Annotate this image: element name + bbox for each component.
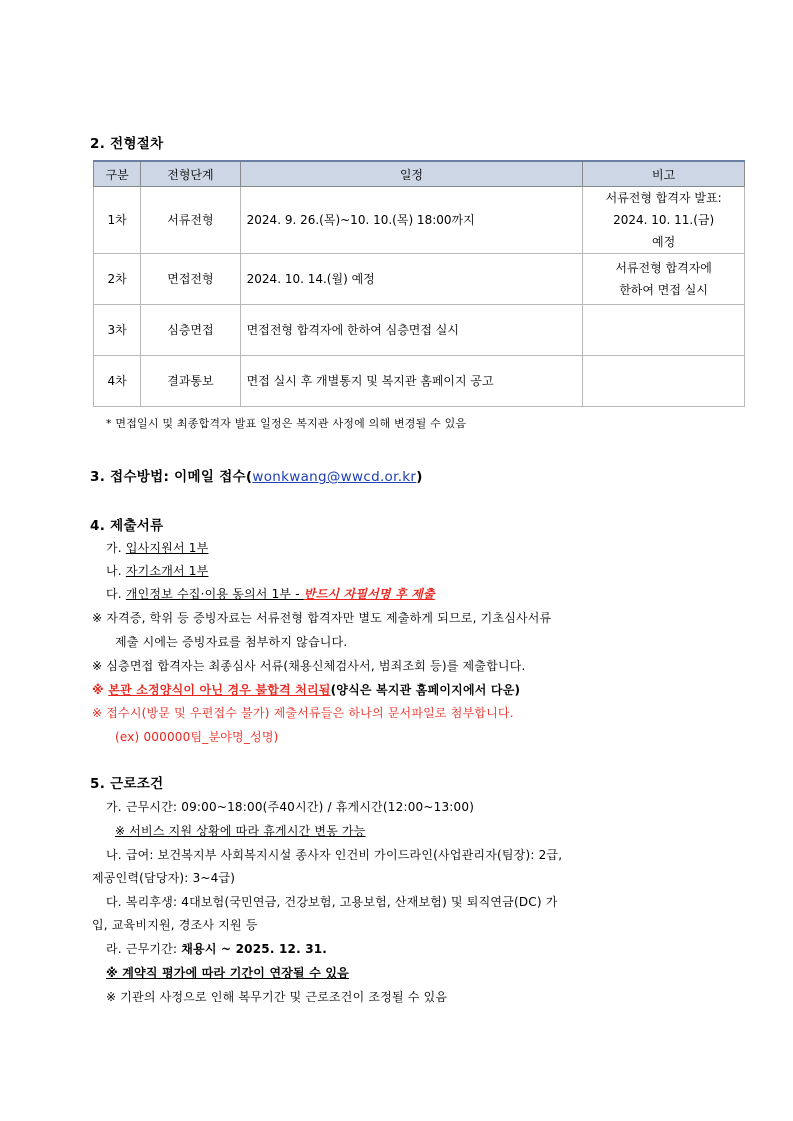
work-period-label: 라. 근무기간: (106, 942, 182, 956)
pay-line1: 나. 급여: 보건복지부 사회복지시설 종사자 인건비 가이드라인(사업관리자(팀장): 2급, (106, 848, 563, 862)
item-marker: 나. (106, 564, 126, 578)
doc-item-application (106, 539, 208, 556)
pay-line2: 제공인력(담당자): 3~4급) (92, 871, 236, 885)
row-no: 3차 (94, 305, 141, 356)
schedule-footnote: * 면접일시 및 최종합격자 발표 일정은 복지관 사정에 의해 변경될 수 있음 (106, 417, 467, 430)
signature-required-emphasis: 반드시 자필서명 후 제출 (303, 587, 435, 601)
note-single-file-line2: (ex) 000000팀_분야명_성명) (115, 730, 279, 744)
contract-extension-note: ※ 계약직 평가에 따라 기간이 연장될 수 있음 (106, 966, 349, 980)
item-marker: 다. (106, 587, 126, 601)
row-schedule: 면접 실시 후 개별통지 및 복지관 홈페이지 공고 (240, 356, 583, 407)
note-final-documents: ※ 심층면접 합격자는 최종심사 서류(채용신체검사서, 범죄조회 등)를 제출합니다. (92, 659, 526, 673)
schedule-table (93, 160, 745, 407)
row-note (583, 305, 745, 356)
section-3-heading (90, 465, 423, 485)
welfare-line2: 입, 교육비지원, 경조사 지원 등 (92, 918, 258, 932)
note-single-file-line1: ※ 접수시(방문 및 우편접수 불가) 제출서류들은 하나의 문서파일로 첨부합니다. (92, 706, 514, 720)
note-certificates-line1: ※ 자격증, 학위 등 증빙자료는 서류전형 합격자만 별도 제출하게 되므로, 기초심사서류 (92, 611, 552, 625)
section-2-heading: 2. 전형절차 (90, 136, 164, 152)
official-form-download: (양식은 복지관 홈페이지에서 다운) (330, 683, 521, 697)
row-stage: 서류전형 (141, 187, 240, 254)
note-official-form (92, 681, 520, 698)
note-line: 서류전형 합격자 발표: (605, 191, 722, 205)
row-no: 2차 (94, 254, 141, 305)
row-note (583, 254, 745, 305)
row-stage: 결과통보 (141, 356, 240, 407)
note-certificates-line2: 제출 시에는 증빙자료를 첨부하지 않습니다. (115, 635, 348, 649)
col-header-schedule: 일정 (240, 161, 583, 187)
col-header-note: 비고 (583, 161, 745, 187)
item-text: 개인정보 수집·이용 동의서 1부 - (125, 587, 304, 601)
table-row (94, 356, 745, 407)
item-text: 자기소개서 1부 (125, 564, 209, 578)
schedule-table-header (94, 161, 745, 187)
section-4-heading: 4. 제출서류 (90, 518, 164, 534)
row-note (583, 356, 745, 407)
row-stage: 심층면접 (141, 305, 240, 356)
section-3-heading-prefix: 3. 접수방법: 이메일 접수( (90, 469, 253, 485)
row-schedule: 2024. 10. 14.(월) 예정 (240, 254, 583, 305)
item-marker: 가. (106, 541, 126, 555)
note-line: 2024. 10. 11.(금) (613, 213, 715, 227)
col-header-type: 구분 (94, 161, 141, 187)
item-text: 입사지원서 1부 (125, 541, 209, 555)
note-line: 서류전형 합격자에 (615, 261, 712, 275)
note-line: 예정 (652, 235, 676, 249)
section-5-heading: 5. 근로조건 (90, 776, 164, 792)
row-schedule: 2024. 9. 26.(목)~10. 10.(목) 18:00까지 (240, 187, 583, 254)
table-row (94, 305, 745, 356)
welfare-line1: 다. 복리후생: 4대보험(국민연금, 건강보험, 고용보험, 산재보험) 및 퇴직연금(DC) 가 (106, 895, 558, 909)
table-row (94, 254, 745, 305)
conditions-adjustment-note: ※ 기관의 사정으로 인해 복무기간 및 근로조건이 조정될 수 있음 (106, 990, 448, 1004)
work-period (106, 940, 327, 957)
row-stage: 면접전형 (141, 254, 240, 305)
work-hours: 가. 근무시간: 09:00~18:00(주40시간) / 휴게시간(12:00~13:00) (106, 800, 475, 814)
row-schedule: 면접전형 합격자에 한하여 심층면접 실시 (240, 305, 583, 356)
note-line: 한하여 면접 실시 (619, 283, 708, 297)
doc-item-self-intro (106, 562, 208, 579)
note-marker: ※ (92, 683, 109, 697)
doc-item-privacy-consent (106, 585, 435, 602)
email-link[interactable]: wonkwang@wwcd.or.kr (252, 469, 417, 485)
work-hours-note: ※ 서비스 지원 상황에 따라 휴게시간 변동 가능 (115, 824, 366, 838)
col-header-stage: 전형단계 (141, 161, 240, 187)
row-no: 1차 (94, 187, 141, 254)
section-3-heading-suffix: ) (416, 469, 423, 485)
table-row (94, 187, 745, 254)
work-period-value: 채용시 ~ 2025. 12. 31. (181, 942, 328, 956)
row-no: 4차 (94, 356, 141, 407)
official-form-warning: 본관 소정양식이 아닌 경우 불합격 처리됨 (108, 683, 331, 697)
row-note (583, 187, 745, 254)
